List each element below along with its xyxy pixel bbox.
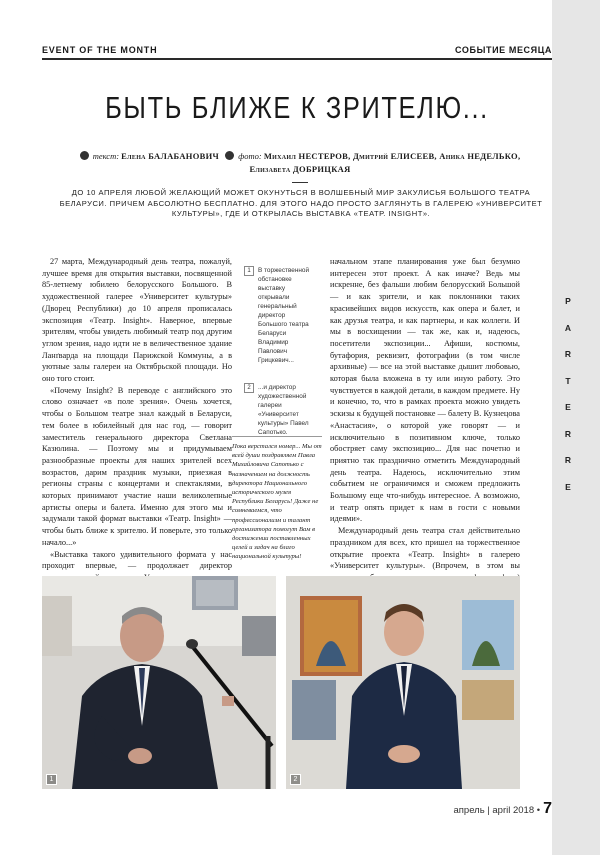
- page-footer: [453, 800, 552, 818]
- credits: [60, 150, 540, 176]
- photo-credit-label: фото:: [238, 151, 262, 161]
- side-tab-letter: P: [565, 296, 571, 306]
- article-title: БЫТЬ БЛИЖЕ К ЗРИТЕЛЮ...: [105, 90, 489, 125]
- caption-2: [244, 383, 314, 437]
- photo-man-in-suit-gallery: [286, 576, 520, 789]
- paragraph: «Выставка такого удивительного формата у нас проходит впервые, — продолжает директор: [42, 549, 232, 571]
- note-divider: [232, 436, 322, 437]
- photo-speaker-at-microphone: [42, 576, 276, 789]
- body-column-2: [330, 256, 520, 607]
- photo-director: [286, 576, 520, 789]
- caption-number: 1: [244, 266, 254, 276]
- section-label-ru: СОБЫТИЕ МЕСЯЦА: [455, 45, 552, 55]
- photo-number: 2: [290, 774, 301, 785]
- side-tab-letter: T: [565, 375, 571, 386]
- side-tab-letter: R: [564, 455, 572, 465]
- side-tab-letter: R: [564, 349, 572, 359]
- text-author: Елена БАЛАБАНОВИЧ: [121, 151, 220, 161]
- photo-authors: Михаил НЕСТЕРОВ, Дмитрий ЕЛИСЕЕВ, Аника НЕДЕЛЬКО, Елизавета ДОБРИЦКАЯ: [249, 151, 521, 174]
- paragraph: 27 марта, Международный день театра, пожалуй, лучшее время для открытия выставки, посвященной 85-летнему юбилею белорусского Большого. В художественной галерее «Университет культуры» (Дворец Республики) до 10 апреля прописалась экспозиция «Театр. Insight». Наверное, впервые зрителям, чтобы увидеть любимый театр под другим углом зрения, надо идти не в величественное здание Ланґварда на площади Парижской Коммуны, а в уютные залы галереи на Октябрьской площади. Но оно того стоит.: [42, 257, 232, 384]
- text-credit-label: текст:: [92, 151, 120, 161]
- side-tab-letter: E: [565, 481, 571, 492]
- paragraph: начальном этапе планирования уже был безумно интересен этот проект. А как иначе? Ведь мы искренне, без фальши любим белорусский Большой — и как зрители, и как поклонники таких красивейших видов искусств, как опера и балет, и как друзья театра, и как партнеры, и как коллеги. И мы в восхищении — так же, как и, надеюсь, посетители экспозиции... Афиши, костюмы, бутафория, реквизит, фотографии (в том числе архивные) — все на этой выставке дышит любовью, которая была вложена в ту или иную работу. Это чувствуется в каждой детали, в каждом предмете. Ну и конечно, то, что в рамках проекта можно увидеть эскизы к будущей постановке — балету В. Кузнецова «Анастасия», о которой уже говорят — и исключительно в позитивном ключе, только обостряет саму экспозицию... Для нас почетно и приятно так празднично отметить Международный день театра. Надеюсь, исключительно этим событием не ограничимся и сможем предложить Большому еще что-нибудь интересное. А возможно, и театр опять придет к нам в гости с новыми идеями».: [330, 257, 520, 524]
- caption-text: В торжественной обстановке выставку открывали генеральный директор Большого театра Беларуси Владимир Павлович Грицкевич...: [258, 267, 310, 364]
- side-tab-letter: A: [564, 322, 572, 333]
- caption-text: ...и директор художественной галереи «Университет культуры» Павел Сапотько.: [258, 384, 309, 436]
- credit-divider: [292, 182, 308, 183]
- text-credit-icon: [80, 151, 89, 160]
- camera-icon: [225, 151, 234, 160]
- side-tab-parterre: [562, 296, 574, 492]
- issue-date: апрель | april 2018 •: [453, 805, 541, 816]
- caption-number: 2: [244, 383, 254, 393]
- caption-1: [244, 266, 314, 365]
- congratulation-note: Пока верстался номер... Мы от всей души поздравляем Павла Михайловича Сапотько с назначением на должность директора Национального исторического музея Республики Беларусь! Даже не сомневаемся, что профессионализм и талант организатора помогут Вам в достижении поставленных целей и задач на благо национальной культуры!: [232, 443, 322, 561]
- photo-speaker: [42, 576, 276, 789]
- section-label-en: EVENT OF THE MONTH: [42, 45, 158, 55]
- side-tab-letter: R: [564, 428, 572, 439]
- photo-number: 1: [46, 774, 57, 785]
- paragraph: Международный день театра стал действительно праздником для всех, кто пришел на торжественное открытие проекта «Театр. Insight» в галерею «Университет культуры». (Впрочем, в этом вы: [330, 526, 520, 571]
- header-rule: [42, 58, 552, 60]
- body-column-1: [42, 256, 232, 595]
- side-strip: [552, 0, 600, 855]
- photo-captions: [244, 266, 314, 455]
- side-tab-letter: E: [565, 402, 571, 412]
- page-number: 7: [543, 800, 552, 817]
- article-lead: ДО 10 АПРЕЛЯ ЛЮБОЙ ЖЕЛАЮЩИЙ МОЖЕТ ОКУНУТЬСЯ В ВОЛШЕБНЫЙ МИР ЗАКУЛИСЬЯ БОЛЬШОГО ТЕАТРА БЕЛАРУСИ. ПРИЧЕМ АБСОЛЮТНО БЕСПЛАТНО. ДЛЯ ЭТОГО НАДО ПРОСТО ЗАГЛЯНУТЬ В ГАЛЕРЕЮ «УНИВЕРСИТЕТ КУЛЬТУРЫ», ГДЕ И ОТКРЫЛАСЬ ВЫСТАВКА «ТЕАТР. INSIGHT».: [59, 188, 543, 218]
- paragraph: «Почему Insight? В переводе с английского это слово означает «в поле зрения». Очень хочется, чтобы о Большом театре знал каждый в Беларуси, тем более в юбилейный для нас год, — говорит заместитель генерального директора Светлана Казюлина. — Поэтому мы и придумываем разнообразные проекты для наших зрителей всех возрастов, дарим праздник музыки, приезжая в регионы страны с концертами и спектаклями, в которых принимают участие наши великолепные артисты оперы и балета. Именно для этого мы и задумали такой формат выставки «Театр. Insight» — чтобы быть ближе к зрителю. И поверьте, это только начало...»: [42, 385, 232, 547]
